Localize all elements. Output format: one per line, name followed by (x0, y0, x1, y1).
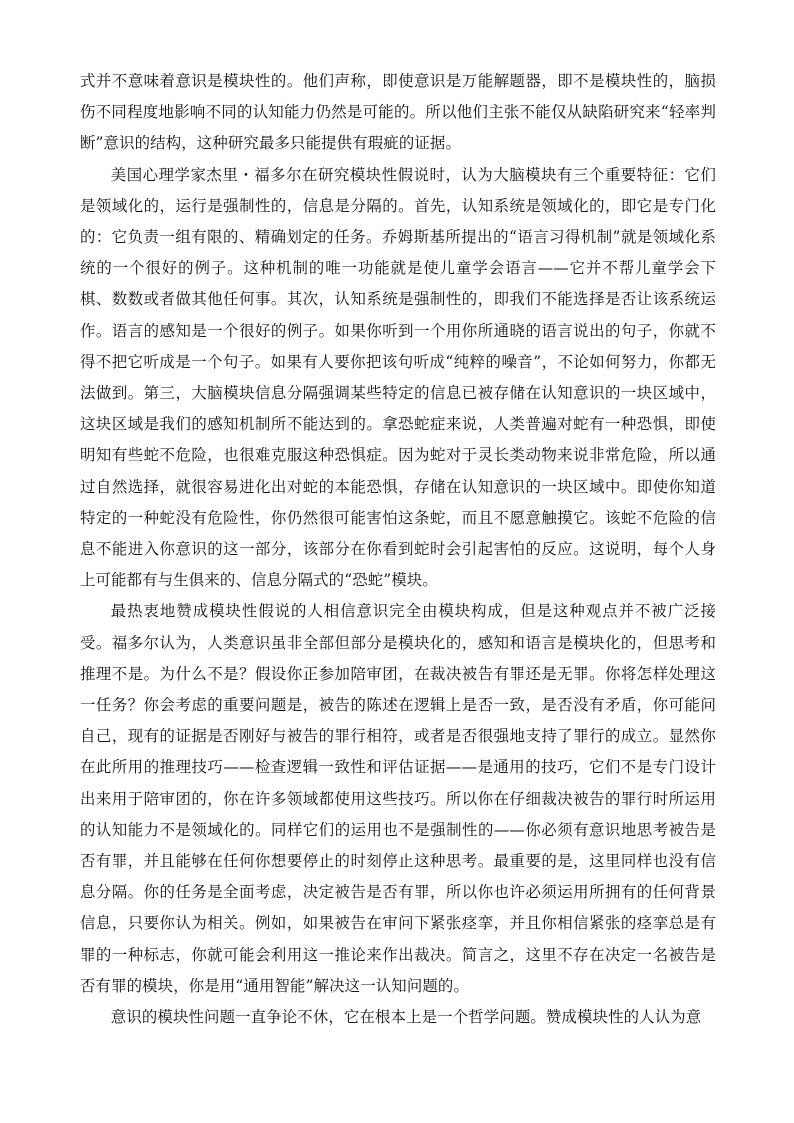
paragraph-fodor-features: 美国心理学家杰里・福多尔在研究模块性假说时，认为大脑模块有三个重要特征：它们是领域化的，运行是强制性的，信息是分隔的。首先，认知系统是领域化的，即它是专门化的：它负责一组有限的、精确划定的任务。乔姆斯基所提出的“语言习得机制”就是领域化系统的一个很好的例子。这种机制的唯一功能就是使儿童学会语言——它并不帮儿童学会下棋、数数或者做其他任何事。其次，认知系统是强制性的，即我们不能选择是否让该系统运作。语言的感知是一个很好的例子。如果你听到一个用你所通晓的语言说出的句子，你就不得不把它听成是一个句子。如果有人要你把该句听成“纯粹的噪音”，不论如何努力，你都无法做到。第三，大脑模块信息分隔强调某些特定的信息已被存储在认知意识的一块区域中，这块区域是我们的感知机制所不能达到的。拿恐蛇症来说，人类普遍对蛇有一种恐惧，即使明知有些蛇不危险，也很难克服这种恐惧症。因为蛇对于灵长类动物来说非常危险，所以通过自然选择，就很容易进化出对蛇的本能恐惧，存储在认知意识的一块区域中。即使你知道特定的一种蛇没有危险性，你仍然很可能害怕这条蛇，而且不愿意触摸它。该蛇不危险的信息不能进入你意识的这一部分，该部分在你看到蛇时会引起害怕的反应。这说明，每个人身上可能都有与生俱来的、信息分隔式的“恐蛇”模块。 (80, 165, 716, 590)
document-page (80, 66, 716, 1033)
paragraph-continuation: 式并不意味着意识是模块性的。他们声称，即使意识是万能解题器，即不是模块性的，脑损伤不同程度地影响不同的认知能力仍然是可能的。所以他们主张不能仅从缺陷研究来“轻率判断”意识的结构，这种研究最多只能提供有瑕疵的证据。 (80, 72, 716, 153)
paragraph-modularity-debate: 意识的模块性问题一直争论不休，它在根本上是一个哲学问题。赞成模块性的人认为意 (110, 1008, 702, 1027)
paragraph-jury-example: 最热衷地赞成模块性假说的人相信意识完全由模块构成，但是这种观点并不被广泛接受。福多尔认为，人类意识虽非全部但部分是模块化的，感知和语言是模块化的，但思考和推理不是。为什么不是？假设你正参加陪审团，在裁决被告有罪还是无罪。你将怎样处理这一任务？你会考虑的重要问题是，被告的陈述在逻辑上是否一致，是否没有矛盾，你可能问自己，现有的证据是否刚好与被告的罪行相符，或者是否很强地支持了罪行的成立。显然你在此所用的推理技巧——检查逻辑一致性和评估证据——是通用的技巧，它们不是专门设计出来用于陪审团的，你在许多领域都使用这些技巧。所以你在仔细裁决被告的罪行时所运用的认知能力不是领域化的。同样它们的运用也不是强制性的——你必须有意识地思考被告是否有罪，并且能够在任何你想要停止的时刻停止这种思考。最重要的是，这里同样也没有信息分隔。你的任务是全面考虑，决定被告是否有罪，所以你也许必须运用所拥有的任何背景信息，只要你认为相关。例如，如果被告在审问下紧张痉挛，并且你相信紧张的痉挛总是有罪的一种标志，你就可能会利用这一推论来作出裁决。简言之，这里不存在决定一名被告是否有罪的模块，你是用“通用智能”解决这一认知问题的。 (80, 602, 716, 995)
